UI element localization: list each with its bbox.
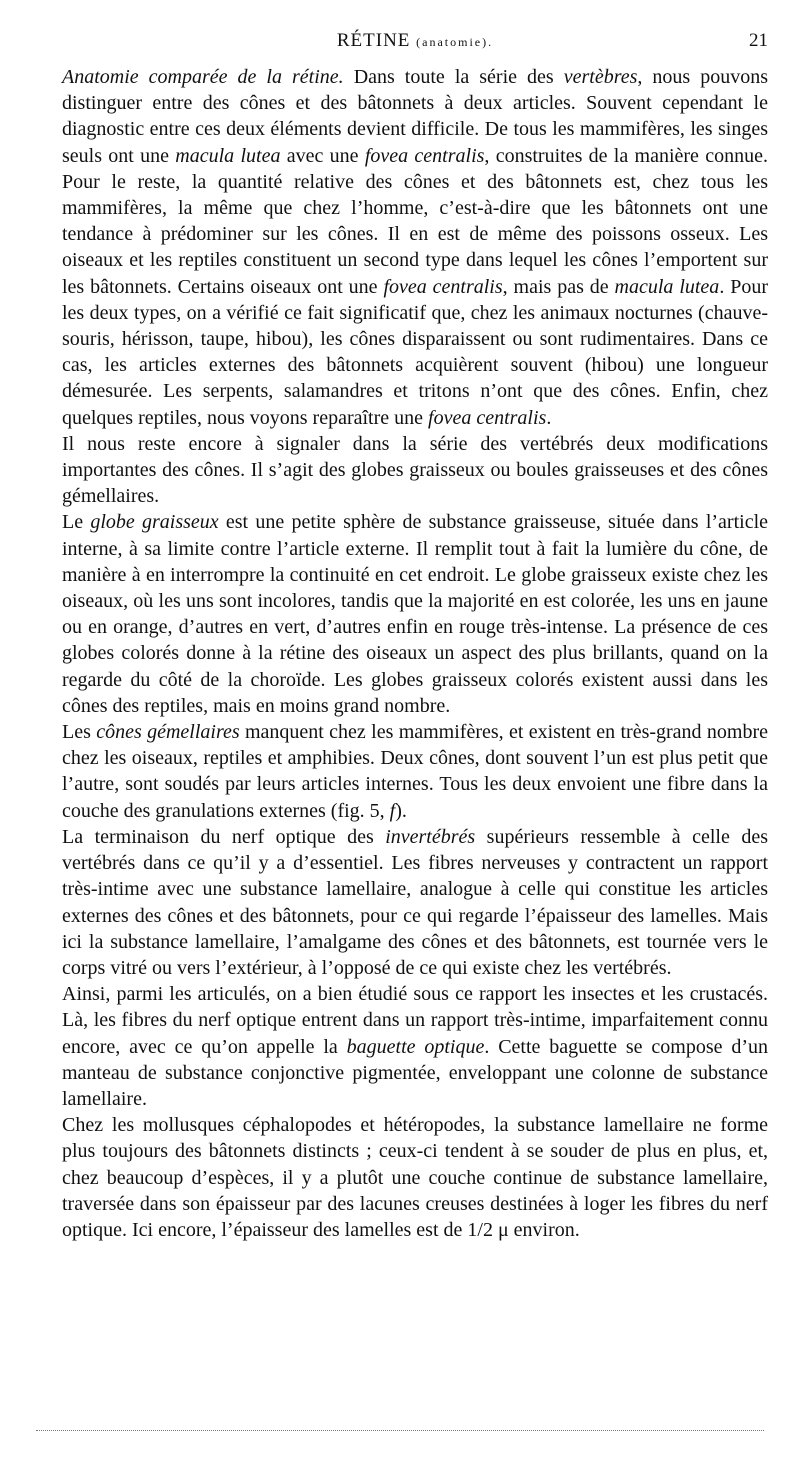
italic-term: fovea centralis (364, 144, 485, 167)
text-run: La terminaison du nerf optique des (62, 825, 386, 848)
text-run: supérieurs ressemble à celle des vertébrés dans ce qu’il y a d’essentiel. Les fibres nerveuses y contractent un rapport très-intime avec une substance lamellaire, analogue à celle qui constitue les articles externes des cônes et des bâtonnets, pour ce qui regarde l’épaisseur des lamelles. Mais ici la substance lamellaire, l’amalgame des cônes et des bâtonnets, est tournée vers le corps vitré ou vers l’extérieur, à l’opposé de ce qui existe chez les vertébrés. (62, 825, 768, 979)
italic-term: vertèbres (563, 66, 638, 88)
italic-term: macula lutea (175, 144, 281, 167)
text-run: Le (62, 511, 91, 534)
text-run: manquent chez les mammifères, et existent en très-grand nombre chez les oiseaux, reptiles et amphibies. Deux cônes, dont souvent l’un est plus petit que l’autre, sont soudés par leurs articles internes. Tous les deux envoient une fibre dans la couche des granulations externes (fig. 5, (62, 721, 768, 822)
page-number: 21 (749, 30, 768, 51)
paragraph-twin-cones (62, 719, 768, 824)
text-run: est une petite sphère de substance graisseuse, située dans l’article interne, à sa limite contre l’article externe. Il remplit tout à fait la lumière du cône, de manière à en interrompre la continuité en cet endroit. Le globe graisseux existe chez les oiseaux, où les uns sont incolores, tandis que la majorité en est colorée, les uns en jaune ou en orange, d’autres en vert, d’autres enfin en rouge très-intense. La présence de ces globes colorés donne à la rétine des oiseaux un aspect des plus brillants, quand on la regarde du côté de la choroïde. Les globes graisseux colorés existent aussi dans les cônes des reptiles, mais en moins grand nombre. (62, 511, 769, 717)
italic-term: Anatomie comparée de la rétine. (62, 66, 344, 88)
italic-term: fovea centralis (383, 275, 503, 298)
text-run: Chez les mollusques céphalopodes et hétéropodes, la substance lamellaire ne forme plus toujours des bâtonnets distincts ; ceux-ci tendent à se souder de plus en plus, et, chez beaucoup d’espèces, il y a plutôt une couche continue de substance lamellaire, traversée dans son épaisseur par des lacunes creuses destinées à loger les fibres du nerf optique. Ici encore, l’épaisseur des lamelles est de 1/2 μ environ. (62, 1114, 768, 1241)
text-run: Il nous reste encore à signaler dans la série des vertébrés deux modifications importantes des cônes. Il s’agit des globes graisseux ou boules graisseuses et des cônes gémellaires. (62, 432, 768, 508)
text-run: . Cette baguette se compose d’un manteau de substance conjonctive pigmentée, enveloppant une colonne de substance lamellaire. (62, 1035, 768, 1110)
text-run: avec une (280, 144, 365, 167)
text-run: , construites de la manière connue. Pour le reste, la quantité relative des cônes et des bâtonnets est, chez tous les mammifères, la même que chez l’homme, c’est-à-dire que les bâtonnets ont une tendance à prédominer sur les cônes. Il en est de même des poissons osseux. Les oiseaux et les reptiles constituent un second type dans lequel les cônes l’emportent sur les bâtonnets. Certains oiseaux ont une (62, 144, 768, 298)
text-run: , nous pouvons distinguer entre des cônes et des bâtonnets à deux articles. Souvent cependant le diagnostic entre ces deux éléments devient difficile. De tous les mammifères, les singes seuls ont une (62, 66, 768, 167)
paragraph-cone-modifications (62, 431, 768, 510)
text-run: . (546, 406, 552, 429)
italic-term: macula lutea (614, 275, 720, 298)
paragraph-fat-globe (62, 509, 768, 719)
italic-term: invertébrés (385, 825, 476, 848)
running-title (62, 30, 768, 52)
text-run: . Pour les deux types, on a vérifié ce fait significatif que, chez les animaux nocturnes (chauve-souris, hérisson, taupe, hibou), les cônes disparaissent ou sont rudimentaires. Dans ce cas, les articles externes des bâtonnets acquièrent souvent (hibou) une longueur démesurée. Les serpents, salamandres et tritons n’ont que des cônes. Enfin, chez quelques reptiles, nous voyons reparaître une (62, 275, 768, 429)
page-header (62, 30, 768, 58)
italic-term: baguette optique (346, 1035, 485, 1058)
italic-term: cônes gémellaires (96, 721, 240, 744)
running-title-subtitle: (anatomie). (416, 35, 494, 49)
body-text (62, 64, 768, 1243)
paragraph-invertebrates (62, 824, 768, 981)
text-run: Les (62, 721, 97, 744)
running-title-main: RÉTINE (336, 30, 411, 51)
footer-dotted-rule (36, 1430, 764, 1431)
text-run: ). (395, 799, 407, 822)
italic-term: fovea centralis (428, 406, 547, 429)
text-run: Dans toute la série des (343, 66, 564, 88)
paragraph-arthropods (62, 981, 768, 1112)
text-run: Ainsi, parmi les articulés, on a bien étudié sous ce rapport les insectes et les crustacés. Là, les fibres du nerf optique entrent dans un rapport très-intime, imparfaitement connu encore, avec ce qu’on appelle la (62, 983, 768, 1058)
italic-term: f (389, 799, 396, 822)
italic-term: globe graisseux (90, 511, 219, 534)
paragraph-comparative-anatomy (62, 64, 768, 431)
text-run: , mais pas de (502, 275, 615, 298)
paragraph-mollusks (62, 1112, 768, 1243)
